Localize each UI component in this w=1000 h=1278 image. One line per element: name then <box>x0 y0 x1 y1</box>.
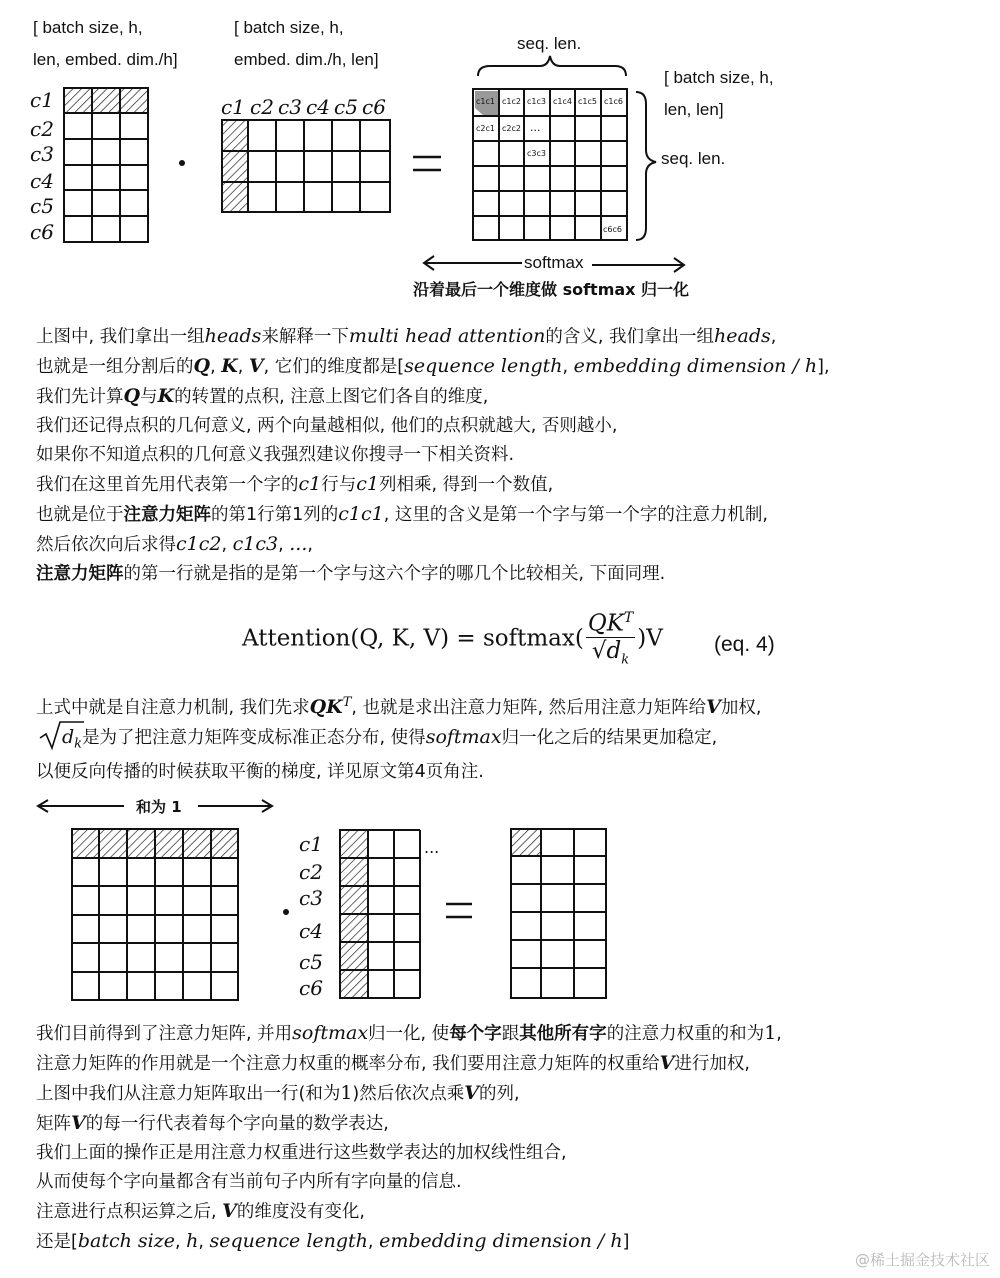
v-row-label: c5 <box>299 950 323 974</box>
text: 注意进行点积运算之后, <box>36 1202 223 1222</box>
eq-denominator: $√d_k$ <box>591 637 630 668</box>
v-row-label: c6 <box>299 976 323 1000</box>
cell-c6c6: c6c6 <box>603 225 622 234</box>
v-matrix <box>340 830 420 998</box>
math: 1 <box>764 1022 777 1044</box>
k-col-label: c4 <box>306 95 330 119</box>
cell-c3c3: c3c3 <box>527 149 546 158</box>
eq-lhs: Attention(Q, K, V) = softmax( <box>242 625 584 652</box>
k-col-label: c2 <box>250 95 274 119</box>
paragraph-2 <box>36 688 761 787</box>
q-row-label: c4 <box>30 169 54 193</box>
p3-line-3 <box>36 1079 782 1109</box>
softmax-caption: 沿着最后一个维度做 softmax 归一化 <box>413 280 690 299</box>
text: 也就是一组分割后的 <box>36 357 194 377</box>
math: softmax <box>425 725 502 748</box>
text: , 它们的维度都是[ <box>263 357 405 377</box>
math: sequence length <box>209 1230 368 1252</box>
p1-line-4: 我们还记得点积的几何意义, 两个向量越相似, 他们的点积就越大, 否则越小, <box>36 416 618 436</box>
eq-num: QK <box>587 610 624 637</box>
text: , 这里的含义是第一个字与第一个字的注意力机制, <box>383 505 768 525</box>
seq-len-top-label: seq. len. <box>517 34 582 53</box>
right-brace <box>636 92 656 240</box>
v-row-label: c3 <box>299 886 323 910</box>
text: 归一化, 使 <box>368 1024 450 1044</box>
text: 的第1行第1列的 <box>211 505 339 525</box>
text: 与 <box>140 387 158 407</box>
math: V <box>706 695 721 718</box>
cell-c1c1: c1c1 <box>476 97 495 106</box>
math: h <box>610 1230 623 1252</box>
text: 行与 <box>321 475 357 495</box>
math: h <box>804 355 818 377</box>
q-row-label: c5 <box>30 194 54 218</box>
eq-den: d <box>606 637 622 664</box>
math: batch size <box>77 1230 175 1252</box>
p1-line-1 <box>36 322 830 352</box>
text: 归一化之后的结果更加稳定, <box>501 727 718 748</box>
text: 是为了把注意力矩阵变成标准正态分布, 使得 <box>82 727 426 748</box>
math: softmax <box>292 1022 369 1044</box>
text: 我们先计算 <box>36 387 124 407</box>
text: 还是[ <box>36 1232 78 1252</box>
top-brace <box>478 56 626 76</box>
v-row-label: c4 <box>299 919 323 943</box>
text: 上图中我们从注意力矩阵取出一行(和为 <box>36 1084 341 1104</box>
p1-line-7 <box>36 500 830 530</box>
k-col-label: c3 <box>278 95 302 119</box>
bold-term: 注意力矩阵 <box>123 505 211 525</box>
p3-line-6: 从而使每个字向量都含有当前句子内所有字向量的信息. <box>36 1172 462 1192</box>
text: 然后依次向后求得 <box>36 535 176 555</box>
text: , <box>307 535 313 555</box>
p3-line-7 <box>36 1197 782 1227</box>
p1-line-5: 如果你不知道点积的几何意义我强烈建议你搜寻一下相关资料. <box>36 445 515 465</box>
text: 我们目前得到了注意力矩阵, 并用 <box>36 1024 293 1044</box>
math: heads <box>714 325 771 347</box>
math: V <box>248 355 264 377</box>
math: c1c3 <box>232 533 279 555</box>
text: 的列, <box>479 1084 520 1104</box>
text: 注意力矩阵的作用就是一个注意力权重的概率分布, 我们要用注意力矩阵的权重给 <box>36 1054 660 1074</box>
eq-sup: T <box>623 610 634 626</box>
result-matrix <box>511 829 606 998</box>
attention-matrix <box>473 89 627 240</box>
math: / <box>591 1230 611 1252</box>
math: QK <box>309 695 343 718</box>
cell-c1c3: c1c3 <box>527 97 546 106</box>
q-row-label: c1 <box>30 88 54 112</box>
text: , <box>198 1232 204 1252</box>
sum-label: 和为 1 <box>136 798 182 816</box>
attention-equation <box>242 610 663 667</box>
k-dim-line1: [ batch size, h, <box>234 18 344 37</box>
p1-line-9 <box>36 560 830 589</box>
text: 的含义, 我们拿出一组 <box>545 327 715 347</box>
eq-numerator <box>586 610 635 638</box>
text: ], <box>817 357 830 377</box>
p3-line-5: 我们上面的操作正是用注意力权重进行这些数学表达的加权线性组合, <box>36 1143 567 1163</box>
text: , <box>237 357 244 377</box>
math: h <box>186 1230 199 1252</box>
text: 的注意力权重的和为 <box>606 1024 765 1044</box>
eq-fraction <box>586 610 635 667</box>
bold-term: 注意力矩阵 <box>36 564 124 584</box>
p3-line-1 <box>36 1019 782 1049</box>
v-dots: ... <box>424 838 440 857</box>
text: 加权, <box>720 697 762 718</box>
p1-line-2 <box>36 352 830 382</box>
cell-c1c4: c1c4 <box>553 97 572 106</box>
math: c1 <box>298 473 322 495</box>
math: c1c2 <box>176 533 222 555</box>
paragraph-1 <box>36 322 830 589</box>
k-dim-line2: embed. dim./h, len] <box>234 50 379 69</box>
v-row-label: c1 <box>299 832 323 856</box>
math: / <box>786 355 805 377</box>
dot-operator-2 <box>283 909 289 915</box>
text: 的转置的点积, 注意上图它们各自的维度, <box>174 387 489 407</box>
v-row-label: c2 <box>299 860 323 884</box>
watermark: @稀土掘金技术社区 <box>854 1251 990 1269</box>
p2-line-1 <box>36 688 761 723</box>
text: 的每一行代表着每个字向量的数学表达, <box>85 1114 389 1134</box>
seq-len-side-label: seq. len. <box>661 149 726 168</box>
math: V <box>222 1200 237 1222</box>
text: 矩阵 <box>36 1114 71 1134</box>
cell-dots: ... <box>530 121 541 134</box>
text: 的维度没有变化, <box>236 1202 365 1222</box>
text: , 也就是求出注意力矩阵, 然后用注意力矩阵给 <box>351 697 707 718</box>
bold-term: 每个字 <box>449 1024 502 1044</box>
math: c1 <box>356 473 379 495</box>
k-col-label: c1 <box>221 95 245 119</box>
paragraph-3 <box>36 1019 782 1257</box>
text: 也就是位于 <box>36 505 124 525</box>
q-dim-line1: [ batch size, h, <box>33 18 143 37</box>
p3-line-4 <box>36 1109 782 1139</box>
math: Q <box>193 355 211 377</box>
kt-matrix <box>222 120 390 212</box>
text: , <box>776 1024 782 1044</box>
math: d <box>62 725 75 748</box>
q-row-label: c3 <box>30 142 54 166</box>
math: heads <box>204 325 262 347</box>
p1-line-8 <box>36 530 830 560</box>
p2-line-2 <box>36 723 761 759</box>
math: multi head attention <box>348 325 546 347</box>
text: ] <box>622 1232 630 1252</box>
p2-line-3: 以便反向传播的时候获取平衡的梯度, 详见原文第4页角注. <box>36 762 484 783</box>
eq-sub: k <box>621 652 630 668</box>
q-matrix <box>64 88 148 242</box>
math-sup: T <box>342 695 352 710</box>
p1-line-3 <box>36 382 830 412</box>
text: , <box>770 327 777 347</box>
text: , <box>278 535 284 555</box>
math: c1c1 <box>338 503 384 525</box>
math: embedding dimension <box>379 1230 592 1252</box>
cell-c2c1: c2c1 <box>476 124 495 133</box>
text: 上图中, 我们拿出一组 <box>36 327 205 347</box>
text: 我们在这里首先用代表第一个字的 <box>36 475 299 495</box>
p1-line-6 <box>36 470 830 500</box>
cell-c1c2: c1c2 <box>502 97 521 106</box>
k-col-label: c5 <box>334 95 358 119</box>
equation-label: (eq. 4) <box>714 633 775 656</box>
text: , <box>562 357 569 377</box>
text: 上式中就是自注意力机制, 我们先求 <box>36 697 310 718</box>
text: , <box>221 535 228 555</box>
math: sequence length <box>404 355 563 377</box>
out-dim-line1: [ batch size, h, <box>664 68 774 87</box>
math-sub: k <box>74 736 83 752</box>
text: , <box>210 357 216 377</box>
math: V <box>659 1052 675 1074</box>
equals-sign-1 <box>413 157 441 170</box>
text: 进行加权, <box>674 1054 750 1074</box>
math: ... <box>289 533 308 555</box>
bold-term: 其他所有字 <box>519 1024 607 1044</box>
math: K <box>221 355 238 377</box>
q-row-label: c6 <box>30 220 54 244</box>
eq-rhs: )V <box>637 625 663 652</box>
text: , <box>367 1232 374 1252</box>
cell-c1c5: c1c5 <box>578 97 597 106</box>
cell-c2c2: c2c2 <box>502 124 521 133</box>
math: V <box>464 1082 479 1104</box>
text: )然后依次点乘 <box>352 1084 465 1104</box>
cell-c1c6: c1c6 <box>604 97 623 106</box>
math: V <box>71 1112 86 1134</box>
math: embedding dimension <box>573 355 787 377</box>
q-dim-line2: len, embed. dim./h] <box>33 50 178 69</box>
softmax-label: softmax <box>524 253 584 272</box>
text: 列相乘, 得到一个数值, <box>378 475 554 495</box>
dot-operator-1 <box>179 160 185 166</box>
p3-line-8 <box>36 1227 782 1257</box>
text: 跟 <box>501 1024 520 1044</box>
text: 来解释一下 <box>261 327 349 347</box>
q-row-label: c2 <box>30 117 54 141</box>
p3-line-2 <box>36 1049 782 1079</box>
math: 1 <box>340 1082 353 1104</box>
eq-den-radicand <box>606 637 630 668</box>
text: 的第一行就是指的是第一个字与这六个字的哪几个比较相关, 下面同理. <box>123 564 666 584</box>
equals-sign-2 <box>446 904 472 917</box>
math: K <box>157 385 175 407</box>
weights-matrix <box>72 829 238 1000</box>
text: , <box>174 1232 181 1252</box>
math: Q <box>123 385 141 407</box>
k-col-label: c6 <box>362 95 386 119</box>
out-dim-line2: len, len] <box>664 100 724 119</box>
